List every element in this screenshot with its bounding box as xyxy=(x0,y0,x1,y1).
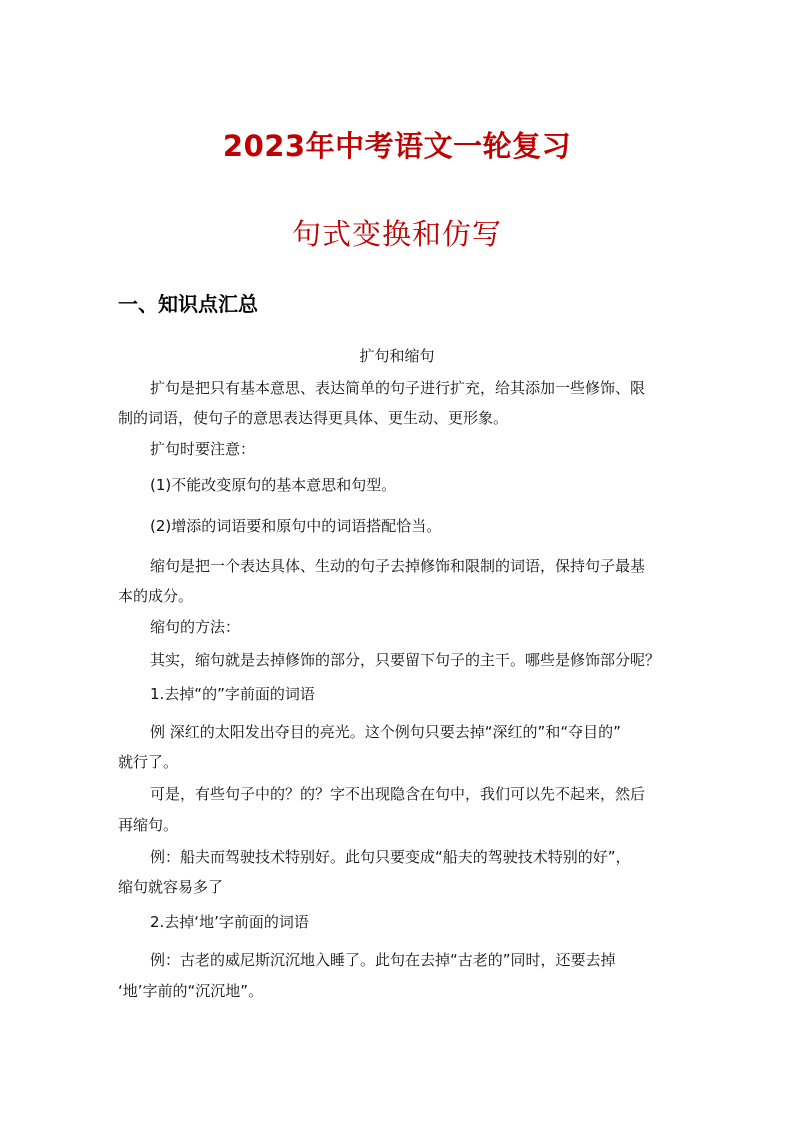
paragraph-line: 例：古老的威尼斯沉沉地入睡了。此句在去掉“古老的”同时，还要去掉 xyxy=(150,951,616,969)
paragraph-line: (2)增添的词语要和原句中的词语搭配恰当。 xyxy=(150,517,442,535)
paragraph-line: 就行了。 xyxy=(118,753,179,771)
paragraph-line: 缩句的方法： xyxy=(150,618,241,636)
paragraph-line: 扩句时要注意： xyxy=(150,440,256,458)
paragraph-line: 制的词语，使句子的意思表达得更具体、更生动、更形象。 xyxy=(118,409,509,427)
paragraph-line: ‘地’字前的“沉沉地”。 xyxy=(118,982,264,1000)
paragraph-line: 例 深红的太阳发出夺目的亮光。这个例句只要去掉“深红的”和“夺目的” xyxy=(150,723,621,741)
paragraph-line: 扩句是把只有基本意思、表达简单的句子进行扩充，给其添加一些修饰、限 xyxy=(150,379,646,397)
paragraph-line: 例：船夫而驾驶技术特别好。此句只要变成“船夫的驾驶技术特别的好”， xyxy=(150,848,631,866)
document-subtitle: 句式变换和仿写 xyxy=(291,217,502,251)
paragraph-line: 缩句就容易多了 xyxy=(118,878,224,896)
paragraph-line: 2.去掉‘地’字前面的词语 xyxy=(150,913,309,931)
paragraph-line: 其实，缩句就是去掉修饰的部分，只要留下句子的主干。哪些是修饰部分呢？ xyxy=(150,651,661,669)
paragraph-line: 可是，有些句子中的？的？字不出现隐含在句中，我们可以先不起来，然后 xyxy=(150,785,646,803)
paragraph-line: (1)不能改变原句的基本意思和句型。 xyxy=(150,476,397,494)
document-title: 2023年中考语文一轮复习 xyxy=(222,129,572,163)
paragraph-line: 再缩句。 xyxy=(118,816,179,834)
paragraph-line: 本的成分。 xyxy=(118,587,194,605)
section-heading: 一、知识点汇总 xyxy=(118,292,258,316)
subheading: 扩句和缩句 xyxy=(359,347,435,365)
paragraph-line: 缩句是把一个表达具体、生动的句子去掉修饰和限制的词语，保持句子最基 xyxy=(150,557,646,575)
paragraph-line: 1.去掉“的”字前面的词语 xyxy=(150,685,315,703)
